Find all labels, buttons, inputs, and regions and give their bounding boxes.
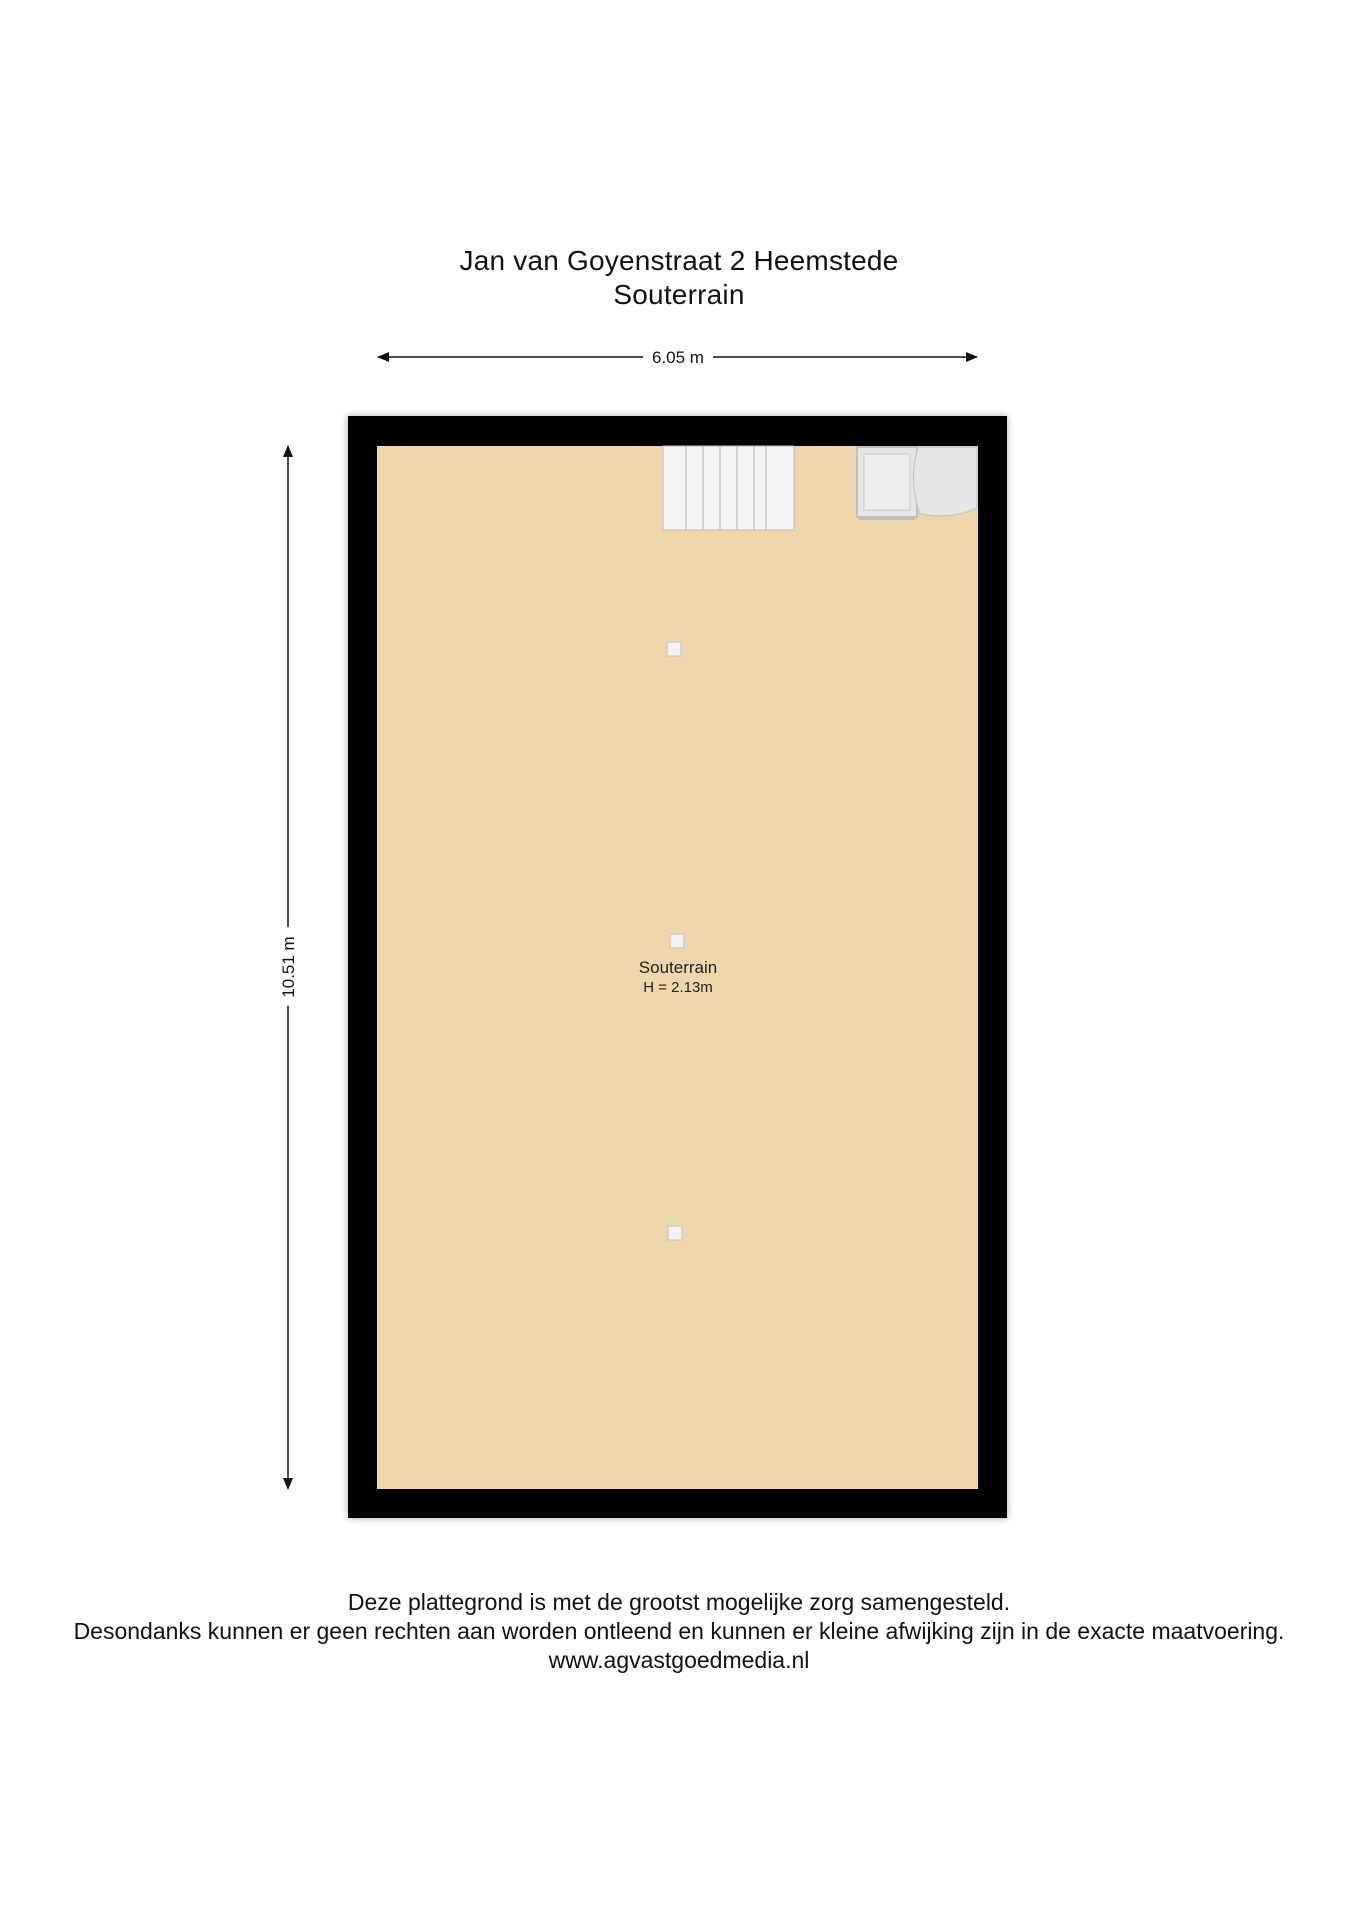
height-arrow-bottom-icon: [283, 1478, 293, 1490]
disclaimer-footer: [0, 1588, 1358, 1675]
website-link[interactable]: www.agvastgoedmedia.nl: [548, 1647, 810, 1673]
room-height-label: H = 2.13m: [643, 979, 713, 996]
column: [668, 1226, 682, 1240]
disclaimer-line-2: Desondanks kunnen er geen rechten aan worden ontleend en kunnen er kleine afwijking zijn in de exacte maatvoering.: [73, 1618, 1285, 1644]
height-arrow-top-icon: [283, 445, 293, 457]
column: [670, 934, 684, 948]
disclaimer-line-1: Deze plattegrond is met de grootst mogelijke zorg samengesteld.: [347, 1589, 1011, 1615]
staircase: [663, 446, 794, 530]
width-arrow-right-icon: [966, 352, 978, 362]
staircase-base: [663, 446, 794, 530]
utility-units: [857, 447, 977, 519]
room-name-label: Souterrain: [638, 958, 718, 977]
width-label: 6.05 m: [652, 348, 704, 367]
address-title: Jan van Goyenstraat 2 Heemstede: [459, 245, 899, 276]
column: [667, 642, 681, 656]
height-dimension: [279, 445, 298, 1490]
tank-unit: [913, 447, 977, 516]
width-arrow-left-icon: [377, 352, 389, 362]
height-label: 10.51 m: [279, 936, 298, 998]
floor-title: Souterrain: [613, 279, 745, 310]
boiler-unit-panel: [864, 454, 910, 510]
width-dimension: [377, 348, 978, 367]
